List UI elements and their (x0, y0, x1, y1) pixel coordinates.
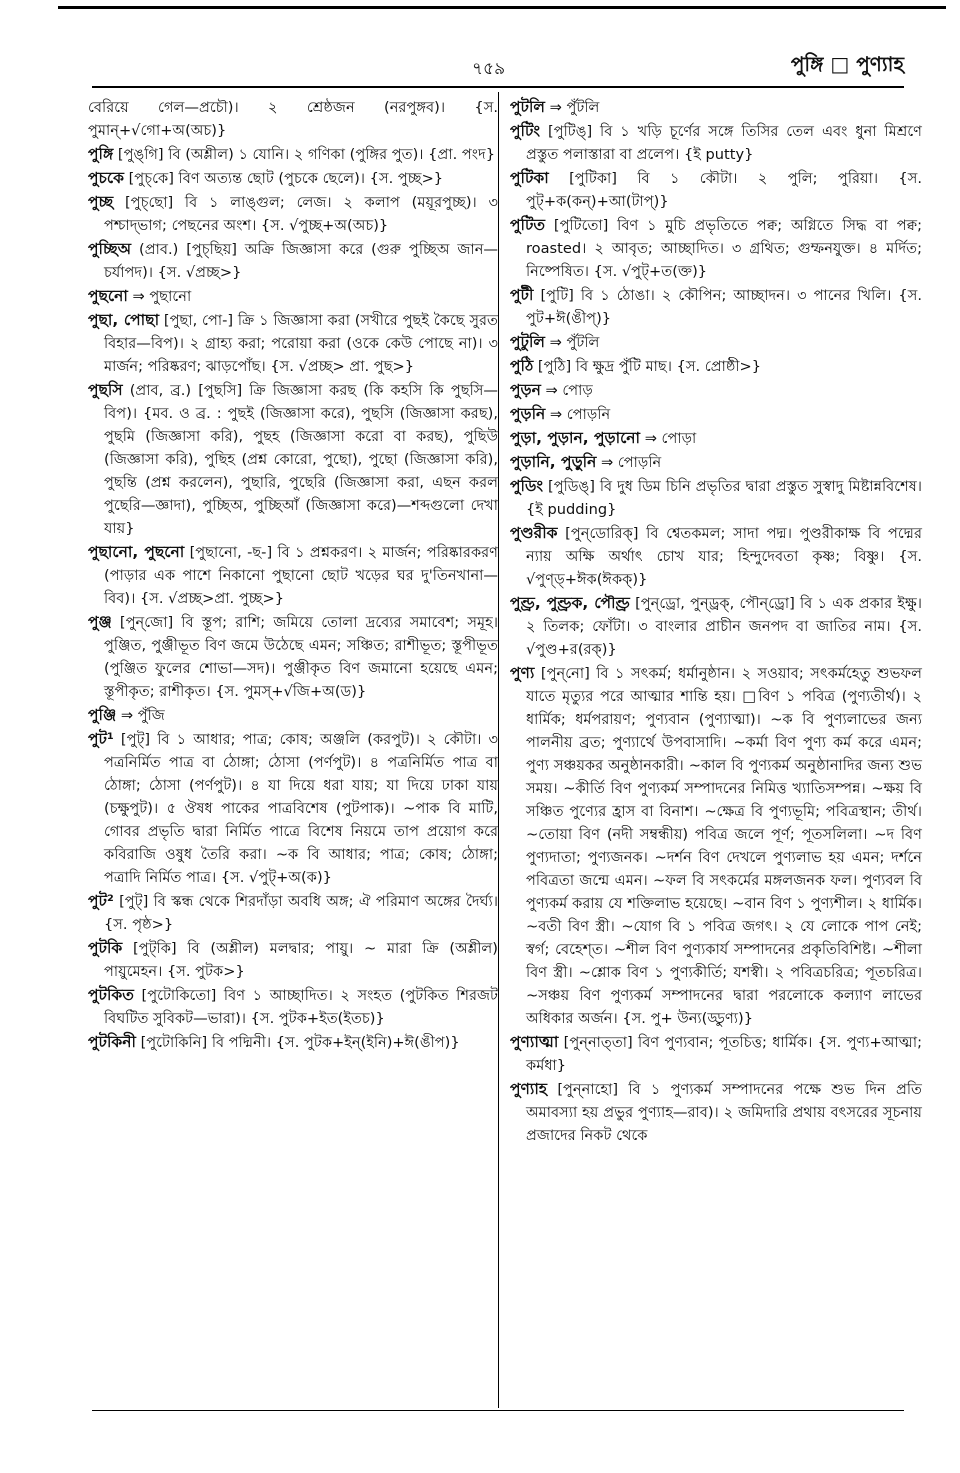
headword: পুটকিনী (88, 1033, 136, 1051)
headword: পুঞ্জ (88, 613, 112, 631)
entry-definition: [পুঠি] বি ক্ষুদ্র পুঁটি মাছ। {স. প্রোষ্ঠী>} (537, 358, 762, 375)
entry-definition: [পুটি] বি ১ ঠোঙা। ২ কৌপিন; আচ্ছাদন। ৩ পানের খিলি। {স. পুট+ঈ(ঙীপ্)} (526, 287, 922, 327)
headword: পুছা, পোছা (88, 311, 160, 329)
dictionary-entry (88, 96, 498, 142)
headword: পুচকে (88, 169, 124, 187)
entry-definition: ⇒ পোড় (545, 382, 593, 399)
entry-definition: ⇒ পোড়নি (600, 454, 662, 471)
headword: পুড়নি (510, 405, 546, 423)
headword: পুঞ্জি (88, 706, 117, 724)
dictionary-entry (88, 937, 498, 983)
headword: পুণ্ডরীক (510, 524, 558, 542)
headword: পুচ্ছিঅ (88, 240, 132, 258)
dictionary-entry (88, 167, 498, 190)
footer-rule (92, 1410, 904, 1411)
entry-definition: [পুট্] বি ১ আধার; পাত্র; কোষ; অঞ্জলি (করপুট)। ২ কৌটা। ৩ পত্রনির্মিত পাত্র বা ঠোঙ্গা; ঠোসা (পর্ণপুট)। ৪ পত্রনির্মিত পাত্র বা ঠোঙ্গা; ঠোসা (পর্ণপুট)। ৪ যা দিয়ে ধরা যায়; যা দিয়ে ঢাকা যায় (চক্ষুপুট)। ৫ ঔষধ পাকের পাত্রবিশেষ (পুটপাক)। ~পাক বি মাটি, গোবর প্রভৃতি দ্বারা নির্মিত পাত্রে বিশেষ নিয়মে তাপ প্রয়োগ করে কবিরাজি ওষুধ তৈরি করা। ~ক বি আধার; পাত্র; কোষ; ঠোঙ্গা; পত্রাদি নির্মিত পাত্র। {স. √পুট্+অ(ক)} (104, 731, 498, 886)
dictionary-entry (88, 309, 498, 378)
dictionary-entry (510, 284, 922, 330)
headword: পুডিং (510, 477, 544, 495)
entry-definition: (প্রাব.) [পুচ্‌ছিয়] অক্রি জিজ্ঞাসা করে (গুরু পুচ্ছিঅ জান—চর্যাপদ)। {স. √প্রচ্ছ>} (104, 241, 498, 281)
column-divider (498, 92, 499, 1408)
dictionary-entry (510, 427, 922, 450)
headword: পুঠি (510, 357, 534, 375)
entry-definition: [পুচ্‌ছো] বি ১ লাঙ্গুল; লেজ। ২ কলাপ (ময়ূরপুচ্ছ)। ৩ পশ্চাদ্‌ভাগ; পেছনের অংশ। {স. √পুচ্ছ+অ(অচ)} (104, 194, 498, 234)
top-border-rule (58, 6, 946, 9)
dictionary-entry (88, 285, 498, 308)
entry-definition: [পুঙ্‌গি] বি (অশ্লীল) ১ যোনি। ২ গণিকা (পুঙ্গির পুত)। {প্রা. পংদ} (117, 146, 495, 163)
page-number: ৭৫৯ (472, 59, 506, 79)
headword: পুছানো, পুছনো (88, 543, 185, 561)
headword: পুটিং (510, 122, 541, 140)
headword: পুট¹ (88, 730, 114, 748)
headword: পুটলি (510, 98, 545, 116)
headword: পুণ্য (510, 664, 535, 682)
dictionary-entry (510, 1078, 922, 1147)
headword: পুড়া, পুড়ান, পুড়ানো (510, 429, 641, 447)
entry-definition: [পুন্‌নাহো] বি ১ পুণ্যকর্ম সম্পাদনের পক্ষে শুভ দিন প্রতি অমাবস্যা হয় প্রভুর পুণ্যাহ—রাব)। ২ জমিদারি প্রথায় বৎসরের সূচনায় প্রজাদের নিকট থেকে (526, 1081, 922, 1144)
entry-definition: [পুটিতো] বিণ ১ মুচি প্রভৃতিতে পক্ব; অগ্নিতে সিদ্ধ বা পক্ব; roasted। ২ আবৃত; আচ্ছাদিত। ৩ গ্রথিত; গুম্ফনযুক্ত। ৪ মর্দিত; নিষ্পেষিত। {স. √পুট্+ত(ক্ত)} (526, 217, 923, 280)
dictionary-entry (88, 238, 498, 284)
header-rule (92, 86, 904, 88)
entry-definition: [পুট্‌কি] বি (অশ্লীল) মলদ্বার; পায়ু। ~ মারা ক্রি (অশ্লীল) পায়ুমেহন। {স. পুটক>} (104, 940, 499, 980)
entry-definition: [পুচ্‌কে] বিণ অত্যন্ত ছোট (পুচকে ছেলে)। {স. পুচ্ছ>} (128, 170, 444, 187)
entry-definition: ⇒ পোড়া (644, 430, 697, 447)
entry-definition: [পুটোকিনি] বি পদ্মিনী। {স. পুটক+ইন্(ইনি)+ঈ(ঙীপ)} (140, 1034, 460, 1051)
dictionary-entry (88, 984, 498, 1030)
dictionary-entry (510, 167, 922, 213)
dictionary-entry (510, 331, 922, 354)
headword: পুটকিত (88, 986, 134, 1004)
entry-definition: [পুছা, পো-] ক্রি ১ জিজ্ঞাসা করা (সখীরে পুছই কৈছে সুরত বিহার—বিপ)। ২ গ্রাহ্য করা; পরোয়া করা (ওকে কেউ পোছে না)। ৩ মার্জন; পরিষ্করণ; ঝাড়পোঁছ। {স. √প্রচ্ছ> প্রা. পুছ>} (104, 312, 499, 375)
entry-definition: [পুন্‌নো] বি ১ সৎকর্ম; ধর্মানুষ্ঠান। ২ সওয়াব; সৎকর্মহেতু শুভফল যাতে মৃত্যুর পরে আত্মার শান্তি হয়। □বিণ ১ পবিত্র (পুণ্যতীর্থ)। ২ ধার্মিক; ধর্মপরায়ণ; পুণ্যবান (পুণ্যাত্মা)। ~ক বি পুণ্যলাভের জন্য পালনীয় ব্রত; পুণ্যার্থে উপবাসাদি। ~কর্মা বিণ পুণ্য কর্ম করে এমন; পুণ্য সঞ্চয়কর অনুষ্ঠানকারী। ~কাল বি পুণ্যকর্ম অনুষ্ঠানাদির জন্য শুভ সময়। ~কীর্তি বিণ পুণ্যকর্ম সম্পাদনের নিমিত্ত খ্যাতিসম্পন্ন। ~ক্ষয় বি সঞ্চিত পুণ্যের হ্রাস বা বিনাশ। ~ক্ষেত্র বি পুণ্যভূমি; পবিত্রস্থান; তীর্থ। ~তোয়া বিণ (নদী সম্বন্ধীয়) পবিত্র জলে পূর্ণ; পূতসলিলা। ~দ বিণ পুণ্যদাতা; পুণ্যজনক। ~দর্শন বিণ দেখলে পুণ্যলাভ হয় এমন; দর্শনে পবিত্রতা জন্মে এমন। ~ফল বি সৎকর্মের মঙ্গলজনক ফল। পুণ্যবল বি পুণ্যকর্ম করায় যে শক্তিলাভ হয়েছে। ~বান বিণ ১ পুণ্যশীল। ২ ধার্মিক। ~বতী বিণ স্ত্রী। ~যোগ বি ১ পবিত্র জগৎ। ২ যে লোকে পাপ নেই; স্বর্গ; বেহেশ্‌ত। ~শীল বিণ পুণ্যকার্য সম্পাদনের প্রকৃতিবিশিষ্ট। ~শীলা বিণ স্ত্রী। ~শ্লোক বিণ ১ পুণ্যকীর্তি; যশস্বী। ২ পবিত্রচরিত্র; পূতচরিত্র। ~সঞ্চয় বিণ পুণ্যকর্ম সম্পাদনের দ্বারা পরলোকে কল্যাণ লাভের অধিকার অর্জন। {স. পু+ উন্য(ড্ডুণ্য)} (526, 665, 923, 1027)
dictionary-entry (510, 214, 922, 283)
headword: পুছসি (88, 381, 123, 399)
entry-definition: [পুন্‌ড্রো, পুন্‌ড্রক্, পৌন্‌ড্রো] বি ১ এক প্রকার ইক্ষু। ২ তিলক; ফোঁটা। ৩ বাংলার প্রাচীন জনপদ বা জাতির নাম। {স. √পুণ্ড+র(রক্)} (526, 595, 922, 658)
dictionary-entry (510, 120, 922, 166)
entry-definition: [পুট্] বি স্কন্ধ থেকে শিরদাঁড়া অবধি অঙ্গ; ঐ পরিমাণ অঙ্গের দৈর্ঘ্য। {স. পৃষ্ঠ>} (104, 893, 498, 933)
entry-definition: (প্রাব, ব্র.) [পুছসি] ক্রি জিজ্ঞাসা করছ (কি কহসি কি পুছসি—বিপ)। {মব. ও ব্র. : পুছই (জিজ্ঞাসা করে), পুছসি (জিজ্ঞাসা করছ), পুছমি (জিজ্ঞাসা করি), পুছহ (জিজ্ঞাসা করো বা করছ), পুছিউ (জিজ্ঞাসা করি), পুছিহ (প্রশ্ন কোরো, পুছো), পুছো (জিজ্ঞাসা করি), পুছন্তি (প্রশ্ন করলেন), পুছারি, পুছেরি (জিজ্ঞাসা করা, এছন করল পুছেরি—জ্ঞাদা), পুচ্ছিঅ, পুচ্ছিআঁ (জিজ্ঞাসা করে)—শব্দগুলো দেখা যায়} (104, 382, 498, 537)
headword: পুণ্যাহ (510, 1080, 548, 1098)
entry-definition: ⇒ পুঁটলি (549, 334, 600, 351)
dictionary-entry (510, 355, 922, 378)
headword: পুটিত (510, 216, 546, 234)
dictionary-entry (510, 451, 922, 474)
entry-definition: [পুন্‌ডোরিক্] বি শ্বেতকমল; সাদা পদ্ম। পুণ্ডরীকাক্ষ বি পদ্মের ন্যায় অক্ষি অর্থাৎ চোখ যার; হিন্দুদেবতা কৃষ্ণ; বিষ্ণু। {স. √পুণ্ড্+ঈক(ঈকক্)} (526, 525, 922, 588)
entry-definition: ⇒ পুঁজি (120, 707, 165, 724)
dictionary-entry (88, 1031, 498, 1054)
headword: পুট² (88, 892, 114, 910)
entry-definition: [পুছানো, -ছ-] বি ১ প্রশ্নকরণ। ২ মার্জন; পরিষ্কারকরণ (পাড়ার এক পাশে নিকানো পুছানো ছোট খড়ের ঘর দু'তিনখানা—বিব)। {স. √প্রচ্ছ>প্রা. পুচ্ছ>} (104, 544, 499, 607)
dictionary-entry (88, 611, 498, 703)
headword: পুণ্ড্র, পুণ্ড্রক, পৌণ্ড্র (510, 594, 630, 612)
entry-definition: ⇒ পুছানো (132, 288, 192, 305)
dictionary-entry (88, 191, 498, 237)
entry-definition: [পুটোকিতো] বিণ ১ আচ্ছাদিত। ২ সংহত (পুটকিত শিরজট বিঘটিত সুবিকট—ভারা)। {স. পুটক+ইত(ইতচ)} (104, 987, 499, 1027)
entry-definition: [পুন্‌নাত্‌তা] বিণ পুণ্যবান; পূতচিত্ত; ধার্মিক। {স. পুণ্য+আত্মা; কর্মধা} (526, 1034, 922, 1074)
headword: পুছনো (88, 287, 128, 305)
entry-definition: [পুন্‌জো] বি স্তূপ; রাশি; জমিয়ে তোলা দ্রব্যের সমাবেশ; সমূহ। পুঞ্জিত, পুঞ্জীভূত বিণ জমে উঠেছে এমন; সঞ্চিত; রাশীভূত; স্তূপীভূত (পুঞ্জিত ফুলের শোভা—সদ)। পুঞ্জীকৃত বিণ জমানো হয়েছে এমন; স্তূপীকৃত; রাশীকৃত। {স. পুমস্+√জি+অ(ড)} (104, 614, 498, 700)
page-header (92, 42, 904, 82)
dictionary-entry (510, 1031, 922, 1077)
headword: পুড়ন (510, 381, 541, 399)
dictionary-entry (88, 143, 498, 166)
right-column (510, 96, 922, 1148)
dictionary-entry (510, 475, 922, 521)
headword: পুচ্ছ (88, 193, 114, 211)
headword: পুটিকা (510, 169, 549, 187)
dictionary-entry (510, 379, 922, 402)
headword: পুটুলি (510, 333, 545, 351)
left-column (88, 96, 498, 1055)
dictionary-entry (88, 379, 498, 540)
entry-definition: ⇒ পুঁটলি (549, 99, 600, 116)
headword: পুড়ানি, পুড়ুনি (510, 453, 597, 471)
headword: পুটী (510, 286, 534, 304)
entry-definition: [পুটিঙ্] বি ১ খড়ি চূর্ণের সঙ্গে তিসির তেল এবং ধুনা মিশ্রণে প্রস্তুত পলাস্তারা বা প্রলেপ। {ই putty} (526, 123, 923, 163)
guide-words: পুঙ্গি □ পুণ্যাহ (790, 52, 904, 76)
dictionary-entry (88, 728, 498, 889)
dictionary-entry (510, 662, 922, 1030)
headword: পুটকি (88, 939, 123, 957)
entry-definition: ⇒ পোড়নি (549, 406, 611, 423)
dictionary-entry (510, 592, 922, 661)
headword: পুঙ্গি (88, 145, 114, 163)
dictionary-entry (88, 704, 498, 727)
dictionary-entry (510, 403, 922, 426)
dictionary-entry (510, 96, 922, 119)
entry-definition: বেরিয়ে গেল—প্রচৌ)। ২ শ্রেষ্ঠজন (নরপুঙ্গব)। {স. পুমান্+√গো+অ(অচ)} (88, 99, 498, 139)
dictionary-entry (88, 890, 498, 936)
headword: পুণ্যাত্মা (510, 1033, 559, 1051)
entry-definition: [পুটিকা] বি ১ কৌটা। ২ পুলি; পুরিয়া। {স. পুট্+ক(কন্)+আ(টাপ্)} (526, 170, 922, 210)
dictionary-entry (88, 541, 498, 610)
dictionary-entry (510, 522, 922, 591)
entry-definition: [পুডিঙ্] বি দুধ ডিম চিনি প্রভৃতির দ্বারা প্রস্তুত সুস্বাদু মিষ্টান্নবিশেষ। {ই pudding} (526, 478, 923, 518)
